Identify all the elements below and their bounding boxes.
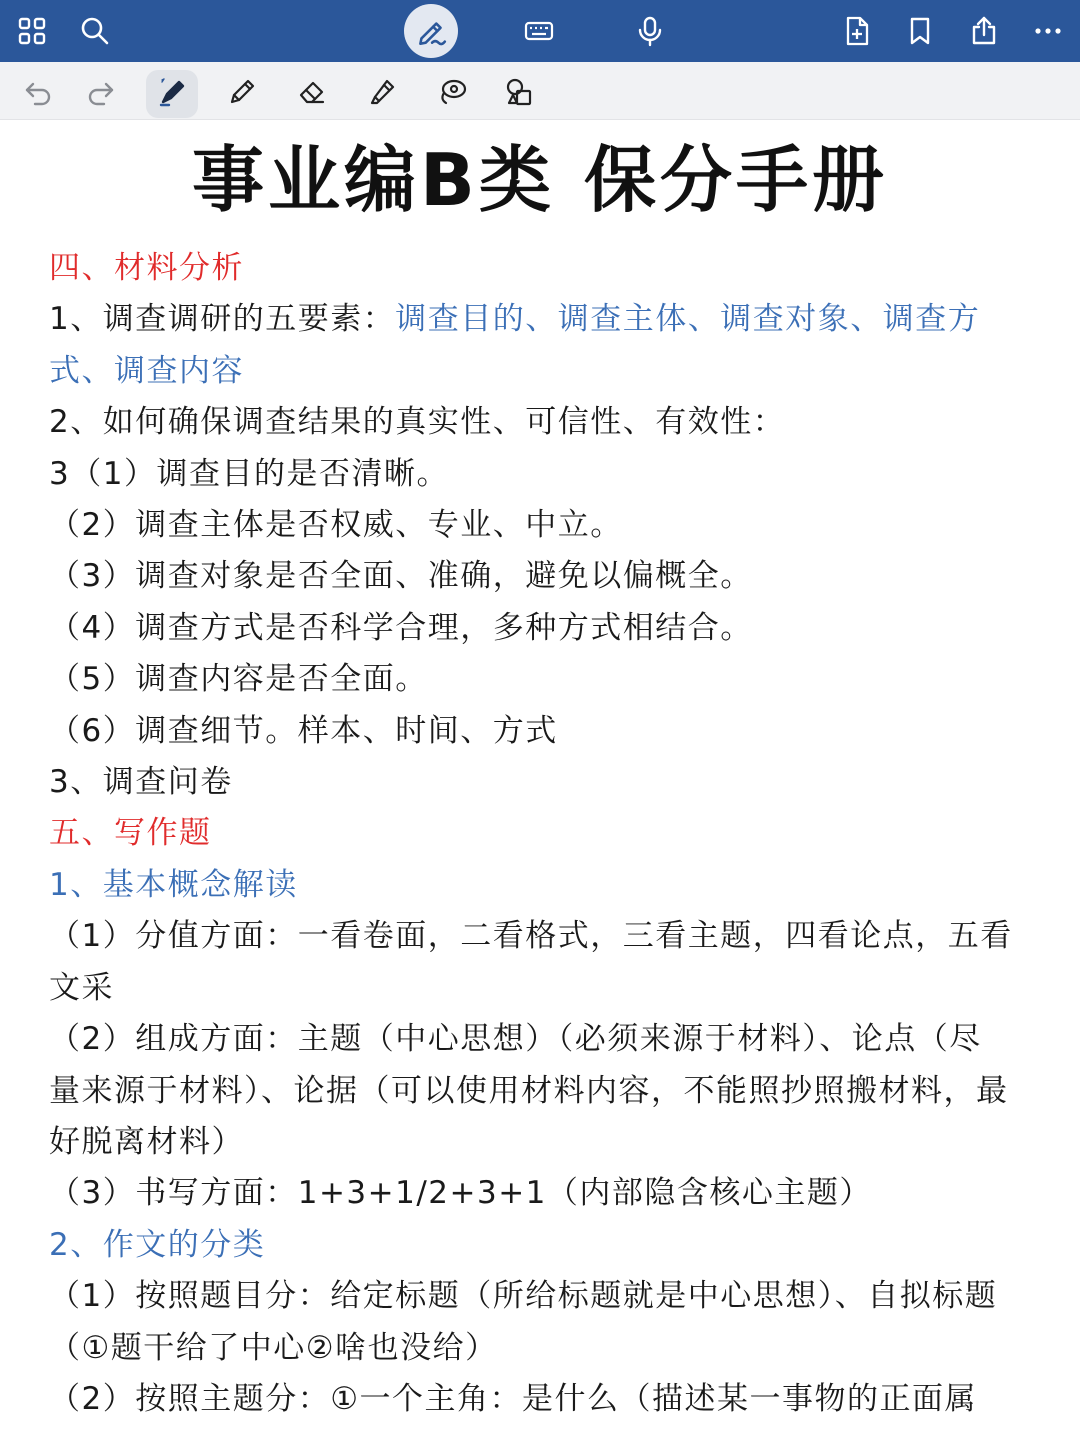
section-heading: 五、写作题 [49,815,212,852]
note-line: 2、如何确保调查结果的真实性、可信性、有效性： [49,404,786,441]
fountain-pen-icon[interactable] [152,73,192,111]
page-title: 事业编B类 保分手册 [192,138,888,222]
note-line: （①题干给了中心②啥也没给） [49,1329,498,1366]
eraser-icon[interactable] [292,73,332,111]
note-line: （3）调查对象是否全面、准确，避免以偏概全。 [49,558,753,595]
app-top-bar [0,0,1080,62]
note-line: （1）按照题目分：给定标题（所给标题就是中心思想）、自拟标题 [49,1278,998,1315]
note-line: （5）调查内容是否全面。 [49,661,428,698]
note-content [49,243,1039,1425]
note-line: 文采 [49,969,114,1006]
search-icon[interactable] [75,11,115,51]
note-line: （1）分值方面：一看卷面，二看格式，三看主题，四看论点，五看 [49,918,1013,955]
note-line: 3、调查问卷 [49,764,233,801]
highlighted-text: 调查目的、调查主体、调查对象、调查方 [395,301,981,338]
keyboard-icon[interactable] [519,11,559,51]
grid-icon[interactable] [12,11,52,51]
more-icon[interactable] [1028,11,1068,51]
pen-active-icon[interactable] [404,4,458,58]
subsection-heading: 2、作文的分类 [49,1226,266,1263]
note-line: 量来源于材料）、论据（可以使用材料内容，不能照抄照搬材料，最 [49,1072,1009,1109]
section-heading: 四、材料分析 [49,250,244,286]
note-line: 3（1）调查目的是否清晰。 [49,455,449,492]
add-page-icon[interactable] [837,11,877,51]
note-line [49,294,1039,345]
highlighted-text: 式、调查内容 [49,352,244,389]
note-line: （6）调查细节。样本、时间、方式 [49,712,558,749]
shapes-icon[interactable] [500,73,540,111]
note-line: 好脱离材料） [49,1123,244,1160]
lasso-icon[interactable] [432,73,472,111]
pencil-icon[interactable] [222,73,262,111]
share-icon[interactable] [964,11,1004,51]
note-line: （2）按照主题分：①一个主角：是什么（描述某一事物的正面属 [49,1380,978,1417]
note-text: 1、调查调研的五要素： [49,301,396,338]
microphone-icon[interactable] [630,11,670,51]
bookmark-icon[interactable] [900,11,940,51]
subsection-heading: 1、基本概念解读 [49,866,298,903]
note-line: （4）调查方式是否科学合理，多种方式相结合。 [49,609,753,646]
drawing-tools [0,62,1080,120]
note-line: （3）书写方面：1+3+1/2+3+1（内部隐含核心主题） [49,1175,872,1212]
note-line: （2）调查主体是否权威、专业、中立。 [49,507,623,544]
note-line [49,346,1039,397]
highlighter-icon[interactable] [362,73,402,111]
note-line: （2）组成方面：主题（中心思想）（必须来源于材料）、论点（尽 [49,1021,982,1058]
